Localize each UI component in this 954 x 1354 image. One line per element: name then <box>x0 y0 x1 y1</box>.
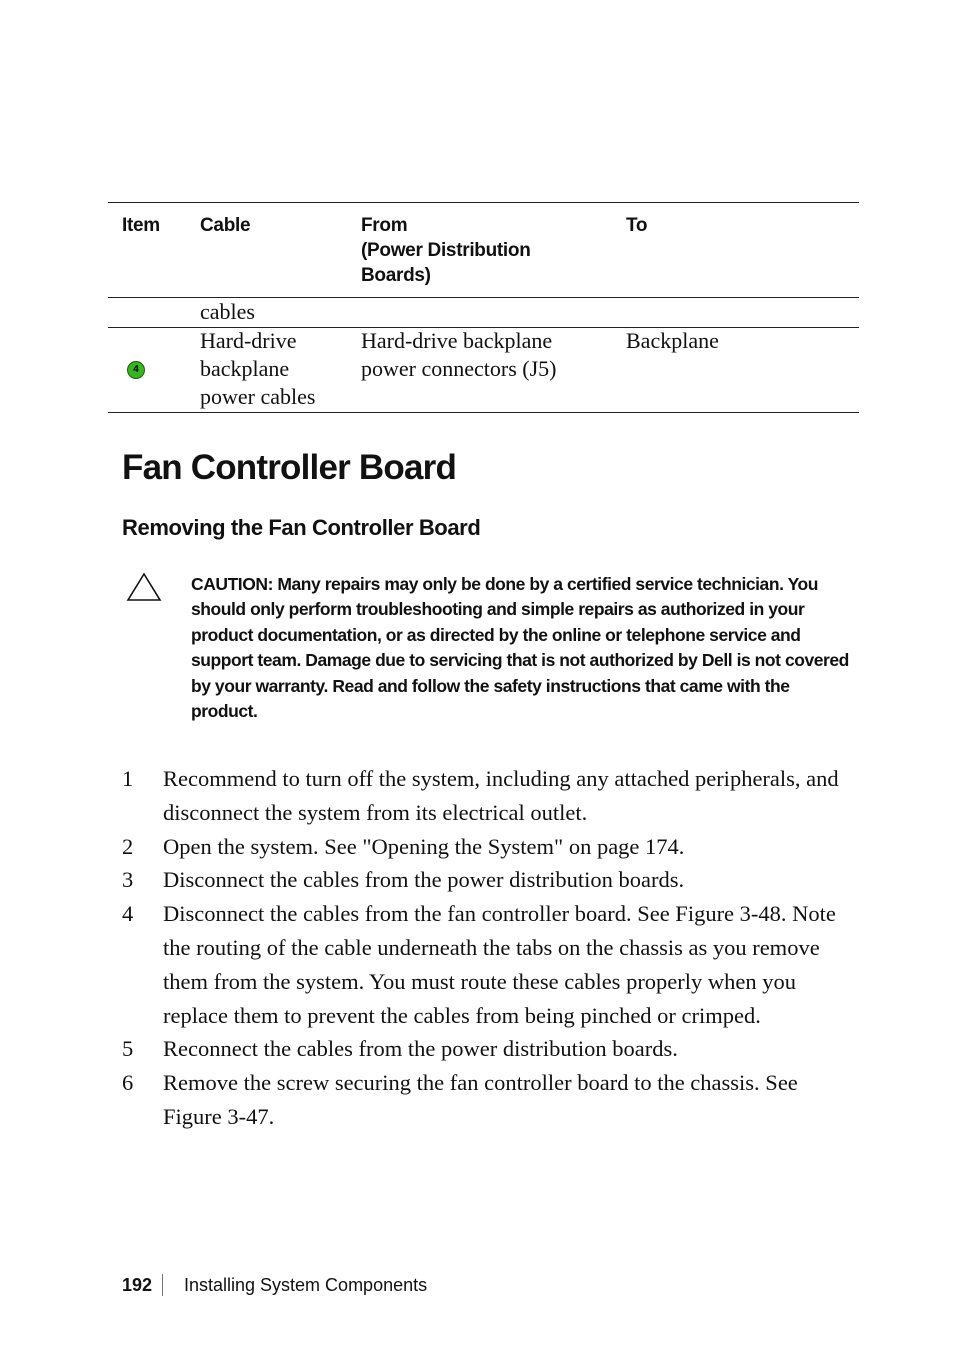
item-number-badge <box>127 361 145 379</box>
step-item <box>122 830 842 864</box>
section-title: Fan Controller Board <box>122 448 457 487</box>
step-item <box>122 1066 842 1134</box>
table-top-rule <box>108 202 859 203</box>
table-cell-from-line: power connectors (J5) <box>361 356 557 381</box>
table-cell-from <box>361 327 557 383</box>
page-number: 192 <box>122 1275 153 1295</box>
table-cell-cable-line: power cables <box>200 384 316 409</box>
table-cell-from-line: Hard-drive backplane <box>361 328 553 353</box>
table-header-item: Item <box>122 215 160 236</box>
step-item <box>122 1032 842 1066</box>
table-header-to: To <box>626 215 648 236</box>
step-text: Open the system. See "Opening the System" on page 174. <box>163 833 685 859</box>
step-item <box>122 863 842 897</box>
table-cell-to: Backplane <box>626 328 719 353</box>
footer-separator <box>162 1274 163 1296</box>
step-text: Remove the screw securing the fan controller board to the chassis. See Figure 3-47. <box>163 1070 798 1129</box>
table-header-cable: Cable <box>200 215 251 236</box>
caution-note: CAUTION: Many repairs may only be done by a certified service technician. You should only perform troubleshooting and simple repairs as authorized in your product documentation, or as directed by the online or telephone service and support team. Damage due to servicing that is not authorized by Dell is not covered by your warranty. Read and follow the safety instructions that came with the product. <box>191 574 849 722</box>
step-text: Disconnect the cables from the fan controller board. See Figure 3-48. Note the routing of the cable underneath the tabs on the chassis as you remove them from the system. You must route these cables properly when you replace them to prevent the cables from being pinched or crimped. <box>163 901 836 1028</box>
step-text: Disconnect the cables from the power distribution boards. <box>163 867 685 893</box>
step-text: Recommend to turn off the system, including any attached peripherals, and disconnect the system from its electrical outlet. <box>163 766 839 825</box>
table-header-from-line: (Power Distribution <box>361 240 531 261</box>
table-header-from-line: Boards) <box>361 265 431 286</box>
step-number: 4 <box>122 901 134 927</box>
step-number: 6 <box>122 1070 134 1096</box>
step-item <box>122 762 842 830</box>
table-header-from-line: From <box>361 215 408 236</box>
table-cell-cable-continued: cables <box>200 299 255 324</box>
caution-triangle-icon <box>126 572 162 602</box>
footer-chapter-title: Installing System Components <box>184 1275 428 1295</box>
procedure-steps <box>122 762 842 1134</box>
table-bottom-rule <box>108 412 859 413</box>
table-cell-cable <box>200 327 315 411</box>
step-number: 2 <box>122 833 134 859</box>
table-header-from <box>361 213 531 288</box>
subsection-title: Removing the Fan Controller Board <box>122 515 481 540</box>
table-cell-cable-line: Hard-drive <box>200 328 297 353</box>
step-number: 1 <box>122 766 134 791</box>
step-number: 3 <box>122 867 134 893</box>
table-cell-cable-line: backplane <box>200 356 290 381</box>
item-badge-label: 4 <box>133 364 139 375</box>
page-footer <box>122 1273 428 1297</box>
step-item <box>122 897 842 1032</box>
step-number: 5 <box>122 1036 134 1062</box>
step-text: Reconnect the cables from the power distribution boards. <box>163 1036 678 1062</box>
